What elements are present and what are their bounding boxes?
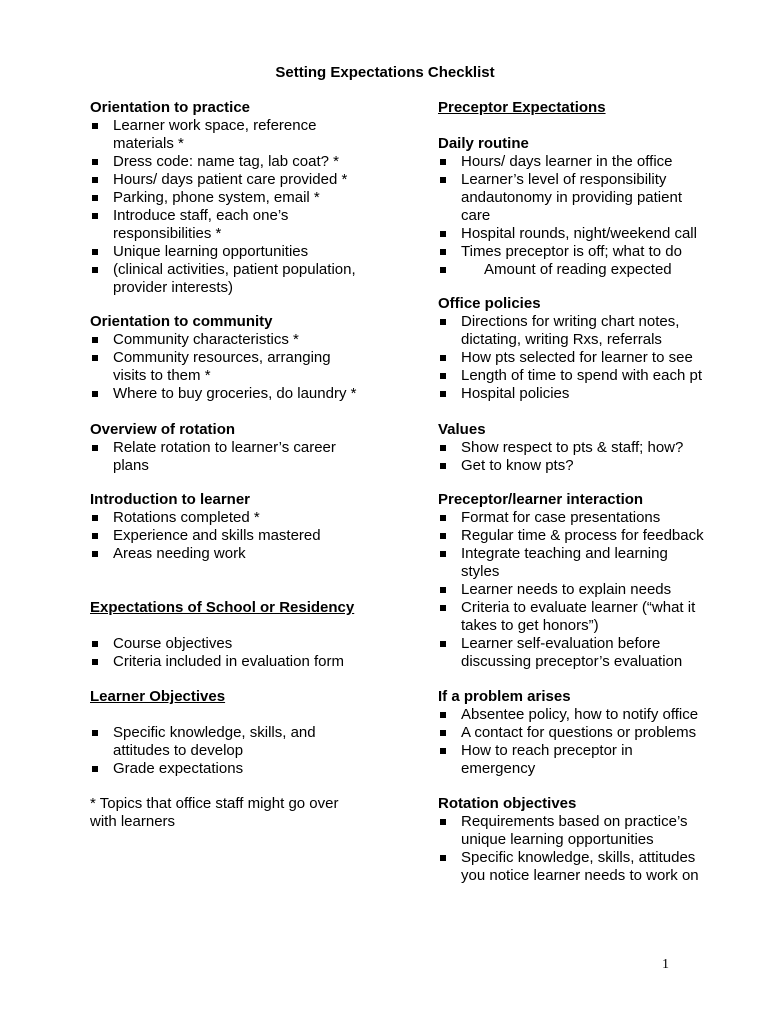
list-item: Format for case presentations [438,509,738,527]
list-item: Absentee policy, how to notify office [438,706,738,724]
section-heading: Preceptor/learner interaction [438,491,644,508]
bullet-icon [92,337,98,343]
list-item: Experience and skills mastered [90,527,410,545]
list-item: Learner self-evaluation before discussing preceptor’s evaluation [438,635,738,671]
bullet-icon [440,267,446,273]
bullet-icon [92,213,98,219]
section-heading: Orientation to practice [90,99,251,116]
list-item: Specific knowledge, skills, and attitudes to develop [90,724,410,760]
list-item: Unique learning opportunities [90,243,410,261]
list-item: Times preceptor is off; what to do [438,243,738,261]
section-heading: Preceptor Expectations [438,99,606,116]
bullet-icon [92,355,98,361]
list-item: Community characteristics * [90,331,410,349]
list-item: Hours/ days learner in the office [438,153,738,171]
list-item: Integrate teaching and learning styles [438,545,738,581]
bullet-icon [440,231,446,237]
bullet-icon [440,373,446,379]
list-item: Rotations completed * [90,509,410,527]
section-preceptor-expectations [438,99,738,117]
list-item: Parking, phone system, email * [90,189,410,207]
list-item: Regular time & process for feedback [438,527,738,545]
list-item: Requirements based on practice’s unique learning opportunities [438,813,738,849]
bullet-icon [440,587,446,593]
section-overview-rotation [90,421,410,475]
section-daily-routine [438,135,738,279]
list-item: Hours/ days patient care provided * [90,171,410,189]
bullet-icon [92,551,98,557]
list-item: Grade expectations [90,760,410,778]
section-problem-arises [438,688,738,778]
section-office-policies [438,295,738,403]
bullet-icon [440,712,446,718]
section-values [438,421,738,475]
bullet-icon [440,159,446,165]
list-item: Length of time to spend with each pt [438,367,738,385]
bullet-icon [440,177,446,183]
section-heading: Introduction to learner [90,491,251,508]
list-item: (clinical activities, patient population, provider interests) [90,261,410,297]
bullet-icon [440,249,446,255]
list-item: Hospital rounds, night/weekend call [438,225,738,243]
section-heading: Values [438,421,486,438]
bullet-icon [440,515,446,521]
bullet-icon [92,533,98,539]
bullet-icon [92,391,98,397]
list-item: Criteria included in evaluation form [90,653,410,671]
section-heading: Learner Objectives [90,688,226,705]
list-item: Get to know pts? [438,457,738,475]
bullet-icon [440,391,446,397]
list-item: Specific knowledge, skills, attitudes you notice learner needs to work on [438,849,738,885]
bullet-icon [440,445,446,451]
section-heading: If a problem arises [438,688,571,705]
bullet-icon [440,605,446,611]
list-item: Dress code: name tag, lab coat? * [90,153,410,171]
list-item: A contact for questions or problems [438,724,738,742]
bullet-icon [440,551,446,557]
section-intro-learner [90,491,410,563]
list-item: Learner’s level of responsibility andautonomy in providing patient care [438,171,738,225]
list-item: Areas needing work [90,545,410,563]
bullet-icon [92,267,98,273]
section-heading: Office policies [438,295,541,312]
list-item: How to reach preceptor in emergency [438,742,738,778]
bullet-icon [92,766,98,772]
section-orientation-practice [90,99,410,297]
bullet-icon [440,855,446,861]
list-item: Relate rotation to learner’s career plans [90,439,410,475]
list-item: Hospital policies [438,385,738,403]
bullet-icon [440,748,446,754]
bullet-icon [440,319,446,325]
list-item: Introduce staff, each one’s responsibilities * [90,207,410,243]
bullet-icon [440,533,446,539]
section-heading: Overview of rotation [90,421,236,438]
bullet-icon [92,730,98,736]
section-orientation-community [90,313,410,403]
bullet-icon [440,819,446,825]
bullet-icon [440,463,446,469]
bullet-icon [92,159,98,165]
page-number: 1 [662,957,669,972]
list-item: Where to buy groceries, do laundry * [90,385,410,403]
section-heading: Expectations of School or Residency [90,599,355,616]
section-learner-objectives [90,688,410,778]
list-item: Course objectives [90,635,410,653]
section-heading: Rotation objectives [438,795,577,812]
list-item: Community resources, arranging visits to them * [90,349,410,385]
list-item: Amount of reading expected [438,261,738,279]
bullet-icon [92,123,98,129]
bullet-icon [92,445,98,451]
bullet-icon [440,641,446,647]
bullet-icon [92,177,98,183]
bullet-icon [92,641,98,647]
section-heading: Orientation to community [90,313,273,330]
list-item: Directions for writing chart notes, dictating, writing Rxs, referrals [438,313,738,349]
section-rotation-objectives [438,795,738,885]
section-preceptor-learner-interaction [438,491,738,671]
bullet-icon [92,515,98,521]
list-item: Criteria to evaluate learner (“what it takes to get honors”) [438,599,738,635]
page-title: Setting Expectations Checklist [275,64,495,81]
bullet-icon [92,659,98,665]
section-expectations-school [90,599,410,671]
list-item: How pts selected for learner to see [438,349,738,367]
bullet-icon [92,249,98,255]
list-item: Learner needs to explain needs [438,581,738,599]
list-item: Show respect to pts & staff; how? [438,439,738,457]
bullet-icon [440,730,446,736]
bullet-icon [440,355,446,361]
list-item: Learner work space, reference materials * [90,117,410,153]
bullet-icon [92,195,98,201]
section-heading: Daily routine [438,135,529,152]
footnote: * Topics that office staff might go over with learners [90,795,339,830]
